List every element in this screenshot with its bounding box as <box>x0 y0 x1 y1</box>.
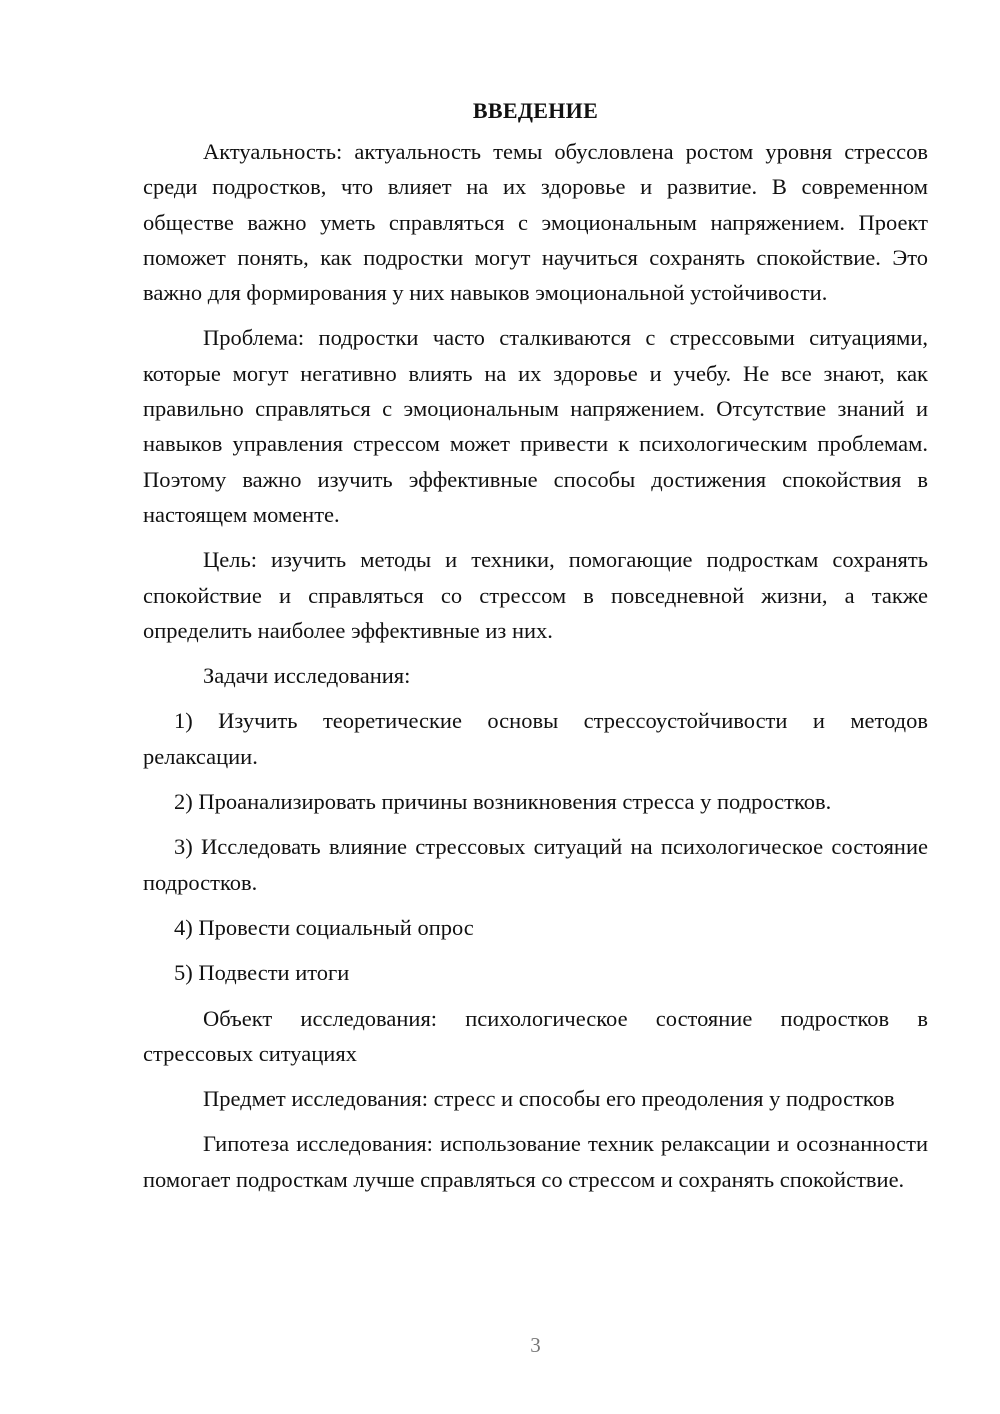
task-item-5: 5) Подвести итоги <box>174 960 350 986</box>
task-item-4: 4) Провести социальный опрос <box>174 914 474 940</box>
task-item-2: 2) Проанализировать причины возникновения стресса у подростков. <box>174 789 832 815</box>
paragraph-tasks-heading: Задачи исследования: <box>203 663 411 689</box>
paragraph-goal: Цель: изучить методы и техники, помогающие подросткам сохранять спокойствие и справляться со стрессом в повседневной жизни, а также определить наиболее эффективные из них. <box>143 547 928 643</box>
task-item-1: 1) Изучить теоретические основы стрессоустойчивости и методов релаксации. <box>143 708 928 769</box>
paragraph-problem: Проблема: подростки часто сталкиваются с стрессовыми ситуациями, которые могут негативно влиять на их здоровье и учебу. Не все знают, как правильно справляться с эмоциональным напряжением. Отсутствие знаний и навыков управления стрессом может привести к психологическим проблемам. Поэтому важно изучить эффективные способы достижения спокойствия в настоящем моменте. <box>143 325 928 527</box>
paragraph-object: Объект исследования: психологическое состояние подростков в стрессовых ситуациях <box>143 1005 928 1066</box>
paragraph-subject: Предмет исследования: стресс и способы его преодоления у подростков <box>203 1086 895 1112</box>
document-page <box>143 93 928 1207</box>
paragraph-relevance: Актуальность: актуальность темы обусловлена ростом уровня стрессов среди подростков, что влияет на их здоровье и развитие. В современном обществе важно уметь справляться с эмоциональным напряжением. Проект поможет понять, как подростки могут научиться сохранять спокойствие. Это важно для формирования у них навыков эмоциональной устойчивости. <box>143 139 928 306</box>
paragraph-hypothesis: Гипотеза исследования: использование техник релаксации и осознанности помогает подросткам лучше справляться со стрессом и сохранять спокойствие. <box>143 1131 928 1192</box>
page-title: ВВЕДЕНИЕ <box>472 98 599 123</box>
page-number: 3 <box>530 1333 541 1357</box>
task-item-3: 3) Исследовать влияние стрессовых ситуаций на психологическое состояние подростков. <box>143 834 928 895</box>
